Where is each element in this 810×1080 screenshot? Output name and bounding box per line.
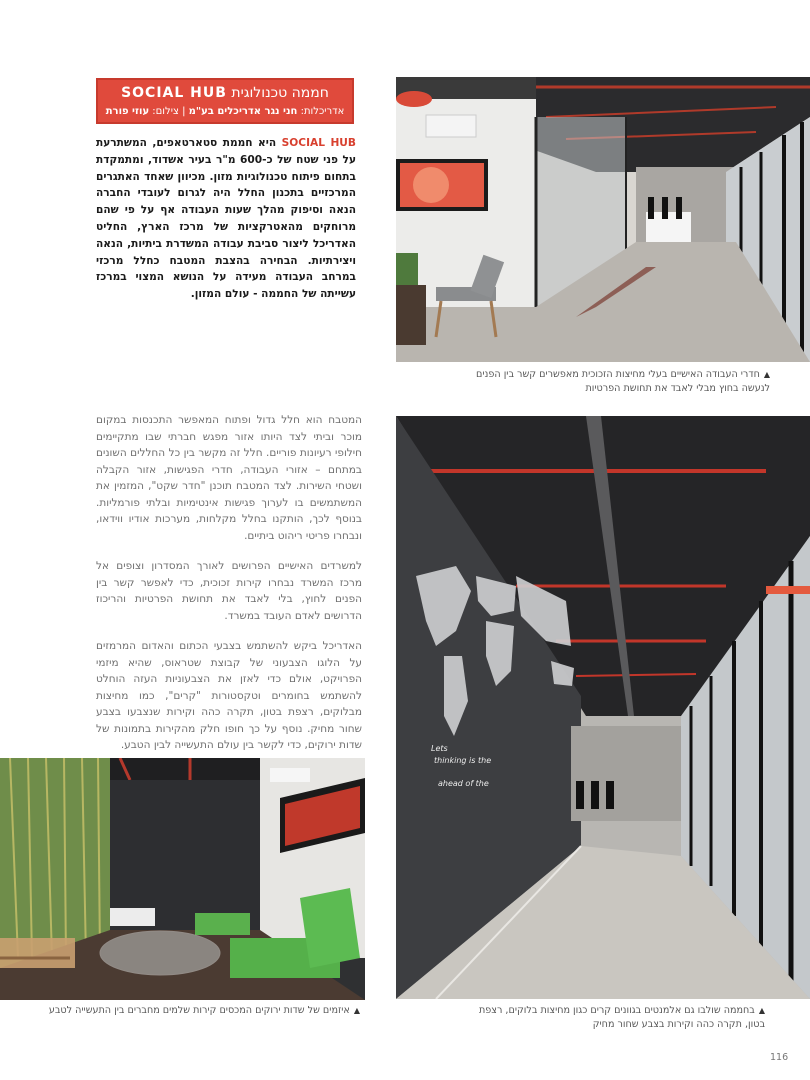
triangle-up-icon: ▲ xyxy=(353,1006,360,1015)
body-paragraph: המטבח הוא חלל גדול ופתוח המאפשר התכנסות במקום מוכר וביתי לצד היותו אזור מפגש חברתי שבו מתקיימים חילופי רעיונות פוריים. חלל זה מקשר בין כל החללים השונים במתחם – אזורי העבודה, חדרי הפגישות, אזור הקבלה ושטחי השירות. לצד המטבח תוכנן "חדר שקט", המזמין את המשתמשים בו לערוך פגישות אינטימיות ובלתי פורמליות. בנוסף לכך, הותקנו בחלל מקלחות, מערכות אודיו ווידאו, ונבחרו פריטי ריהוט ביתיים. xyxy=(96,414,362,542)
article-credits xyxy=(102,105,348,119)
caption-right-photo xyxy=(475,1004,765,1032)
intro-brand: SOCIAL HUB xyxy=(281,137,356,149)
triangle-up-icon: ▲ xyxy=(758,1006,765,1015)
caption-top-photo xyxy=(470,368,770,396)
triangle-up-icon: ▲ xyxy=(763,370,770,379)
page-number: 116 xyxy=(770,1052,789,1063)
intro-paragraph xyxy=(96,135,356,303)
caption-text: חדרי העבודה האישיים בעלי מחיצות הזכוכית מאפשרים קשר בין הפנים לנעשה בחוץ מבלי לאבד את תחושת הפרטיות xyxy=(476,369,770,394)
title-english: SOCIAL HUB xyxy=(121,85,227,101)
photographer-name: עוזי פורת xyxy=(105,106,150,117)
photo-map-corridor xyxy=(396,416,810,999)
photo-label: צילום: xyxy=(152,106,179,117)
intro-text: היא חממת סטארטאפים, המשתרעת על פני שטח של כ-600 מ"ר בעיר אשדוד, ומתמקדת בתחום פיתוח טכנולוגיות מזון. מכיוון שאחד האתגרים המרכזיים בתכנון החלל היה לגרום לעובדי החברה הנאה וסיפוק מהלך שעות העבודה אף על פי שהם מרוחקים מהאטרקציות של מרכז הארץ, החליט האדריכל ליצור סביבת עבודה המשדרת ביתיות, הנאה ויצירתיות. הבחירה בהצבת המטבח כחלל מרכזי במרחב העבודה מעידה על הנושא המצוי במרכז עשייתה של החממה - עולם המזון. xyxy=(96,137,356,301)
body-paragraph: האדריכל ביקש להשתמש בצבעי הכתום והאדום המרמזים על הלוגו הצבעוני של קבוצת שטראוס, שהיא מיזמי הפרויקט, אולם כדי לאזן את הצבעוניות העזה הוחלט להשתמש בחומרים וטקסטורות "קרים", כמו מחיצות מבלוקים, רצפת בטון, תקרה כהה וקירות שנצבעו בצבע שחור מחיק. נוסף על כך חופו חלק מהקירות בתמונות של שדות ירוקים, כדי לקשר בין עולם התעשייה לבין הטבע. xyxy=(96,640,362,751)
title-hebrew: חממה טכנולוגית xyxy=(231,85,329,101)
article-title xyxy=(98,84,352,102)
photo-quiet-room xyxy=(0,758,365,1000)
credits-separator: | xyxy=(182,106,186,117)
photo-glass-corridor xyxy=(396,77,810,362)
svg-text:thinking is the: thinking is the xyxy=(434,756,492,765)
caption-text: איזמים של שדות ירוקים המכסים קירות שלמים מחברים בין התעשייה לטבע xyxy=(48,1005,350,1016)
body-paragraph: למשרדים האישיים הפרושים לאורך המסדרון וצופים אל מרכז המשרד נבחרו קירות זכוכית, כדי לאפשר קשר בין הפנים לחוץ, בלי לאבד את תחושת הפרטיות והריכוז הדרושים לאדם העובד במשרד. xyxy=(96,560,362,622)
caption-bottom-photo xyxy=(40,1004,360,1018)
caption-text: בחממה שולבו גם אלמנטים בגוונים קרים כגון מחיצות בלוקים, רצפת בטון, תקרה כהה וקירות בצבע שחור מחיק xyxy=(478,1005,765,1030)
body-text-column xyxy=(96,412,362,768)
architects-name: חני נגר אדריכלים בע"מ xyxy=(188,106,298,117)
svg-text:ahead of the: ahead of the xyxy=(438,779,489,788)
svg-text:Lets: Lets xyxy=(431,744,448,753)
article-title-box xyxy=(96,78,354,124)
architects-label: אדריכלות: xyxy=(300,106,345,117)
